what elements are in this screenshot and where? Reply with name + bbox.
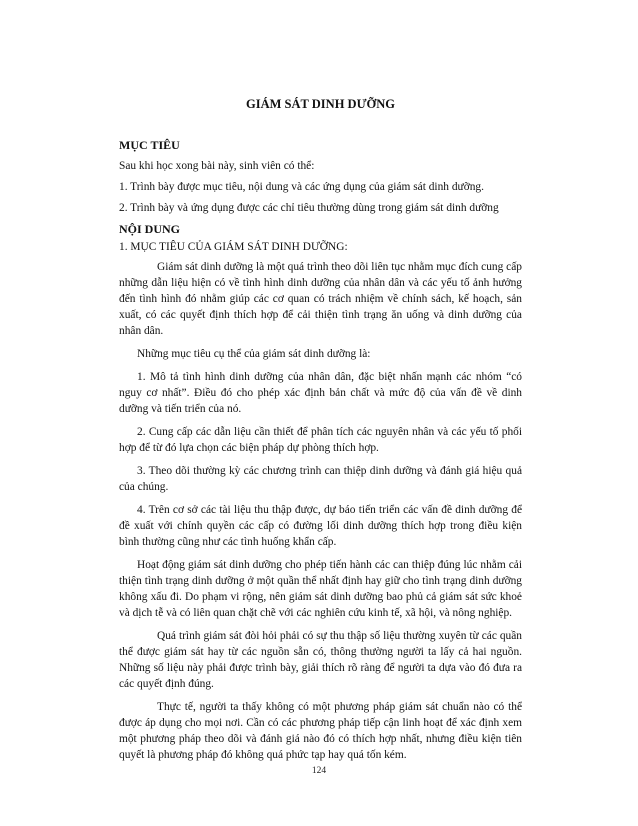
goal-item: 3. Theo dõi thường kỳ các chương trình can thiệp dinh dưỡng và đánh giá hiệu quả của chúng. bbox=[119, 465, 522, 493]
objective-item: 2. Trình bày và ứng dụng được các chỉ tiêu thường dùng trong giám sát dinh dưỡng bbox=[119, 202, 499, 214]
objective-item: 1. Trình bày được mục tiêu, nội dung và các ứng dụng của giám sát dinh dưỡng. bbox=[119, 181, 484, 193]
objectives-heading: MỤC TIÊU bbox=[119, 138, 180, 152]
paragraph: Quá trình giám sát đòi hỏi phải có sự thu thập số liệu thường xuyên từ các quần thể được giám sát hay từ các nguồn sẵn có, thông thường người ta lấy cả hai nguồn. Những số liệu này phải được trình bày, giải thích rõ ràng để người ta dựa vào đó đưa ra các quyết định đúng. bbox=[119, 630, 522, 690]
goal-item: 4. Trên cơ sở các tài liệu thu thập được, dự báo tiến triển các vấn đề dinh dưỡng để đề xuất với chính quyền các cấp có đường lối dinh dưỡng thích hợp trong điều kiện bình thường cũng như các tình huống khẩn cấp. bbox=[119, 504, 522, 548]
section-heading: 1. MỤC TIÊU CỦA GIÁM SÁT DINH DƯỠNG: bbox=[119, 241, 348, 253]
paragraph: Thực tế, người ta thấy không có một phương pháp giám sát chuẩn nào có thể được áp dụng cho mọi nơi. Cần có các phương pháp tiếp cận linh hoạt để xác định xem một phương pháp theo dõi và đánh giá nào đó có thích hợp nhất, nhưng điều kiện tiên quyết là phương pháp đó không quá phức tạp hay quá tốn kém. bbox=[119, 701, 522, 761]
objectives-intro: Sau khi học xong bài này, sinh viên có thể: bbox=[119, 160, 315, 172]
paragraph: Giám sát dinh dưỡng là một quá trình theo dõi liên tục nhằm mục đích cung cấp những dẫn liệu hiện có về tình hình dinh dưỡng của nhân dân và các yếu tố ảnh hưởng đến tình hình đó nhằm giúp các cơ quan có trách nhiệm về chính sách, kế hoạch, sản xuất, có các quyết định thích hợp để cải thiện tình trạng ăn uống và dinh dưỡng của nhân dân. bbox=[119, 261, 522, 337]
goal-item: 2. Cung cấp các dẫn liệu cần thiết để phân tích các nguyên nhân và các yếu tố phối hợp để từ đó lựa chọn các biện pháp dự phòng thích hợp. bbox=[119, 426, 522, 454]
goal-item: 1. Mô tả tình hình dinh dưỡng của nhân dân, đặc biệt nhấn mạnh các nhóm “có nguy cơ nhất”. Điều đó cho phép xác định bản chất và mức độ của vấn đề về dinh dưỡng và tiến triển của nó. bbox=[119, 371, 522, 415]
paragraph: Hoạt động giám sát dinh dưỡng cho phép tiến hành các can thiệp đúng lúc nhằm cải thiện tình trạng dinh dưỡng ở một quần thể nhất định hay giữ cho tình trạng dinh dưỡng không xấu đi. Do phạm vi rộng, nên giám sát dinh dưỡng bao phủ cả giám sát sức khoẻ và dịch tễ và có liên quan chặt chẽ với các nghiên cứu kinh tế, xã hội, và nông nghiệp. bbox=[119, 559, 522, 619]
content-heading: NỘI DUNG bbox=[119, 222, 181, 236]
page-title: GIÁM SÁT DINH DƯỠNG bbox=[246, 97, 395, 111]
page-number: 124 bbox=[311, 766, 327, 776]
paragraph: Những mục tiêu cụ thể của giám sát dinh dưỡng là: bbox=[137, 348, 371, 360]
